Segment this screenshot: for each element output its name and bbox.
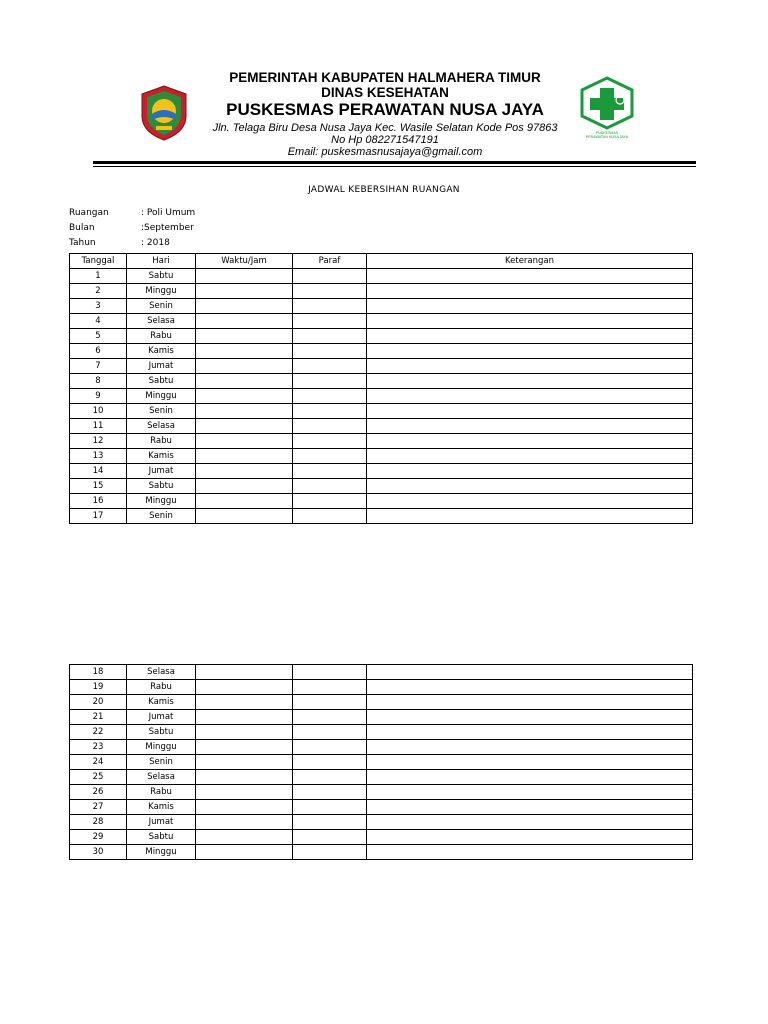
cell-keterangan[interactable] (367, 494, 693, 509)
cell-keterangan[interactable] (367, 830, 693, 845)
cell-hari: Jumat (127, 815, 196, 830)
cell-hari: Senin (127, 299, 196, 314)
cell-hari: Kamis (127, 449, 196, 464)
cell-hari: Rabu (127, 680, 196, 695)
cell-waktu[interactable] (196, 359, 293, 374)
cell-hari: Sabtu (127, 269, 196, 284)
table-row (70, 389, 693, 404)
cell-paraf[interactable] (293, 800, 367, 815)
logo-text-1: PUSKESMAS (595, 131, 619, 135)
cell-keterangan[interactable] (367, 785, 693, 800)
meta-tahun-value: : 2018 (141, 238, 170, 248)
cell-paraf[interactable] (293, 374, 367, 389)
cell-keterangan[interactable] (367, 740, 693, 755)
cell-paraf[interactable] (293, 359, 367, 374)
cell-hari: Sabtu (127, 374, 196, 389)
col-header-waktu: Waktu/Jam (196, 254, 293, 269)
table-row (70, 494, 693, 509)
table-row (70, 284, 693, 299)
table-row (70, 845, 693, 860)
cell-hari: Senin (127, 755, 196, 770)
cell-paraf[interactable] (293, 344, 367, 359)
table-row (70, 509, 693, 524)
cell-tanggal: 13 (70, 449, 127, 464)
cell-keterangan[interactable] (367, 374, 693, 389)
cell-keterangan[interactable] (367, 770, 693, 785)
cell-keterangan[interactable] (367, 299, 693, 314)
cell-tanggal: 26 (70, 785, 127, 800)
cell-hari: Selasa (127, 314, 196, 329)
table-row (70, 740, 693, 755)
cell-paraf[interactable] (293, 695, 367, 710)
cell-paraf[interactable] (293, 479, 367, 494)
meta-tahun-label: Tahun (69, 238, 96, 248)
cell-tanggal: 14 (70, 464, 127, 479)
cell-hari: Sabtu (127, 725, 196, 740)
cell-tanggal: 1 (70, 269, 127, 284)
cell-paraf[interactable] (293, 710, 367, 725)
cell-keterangan[interactable] (367, 755, 693, 770)
cell-hari: Rabu (127, 434, 196, 449)
cell-paraf[interactable] (293, 830, 367, 845)
table-row (70, 344, 693, 359)
header-email: Email: puskesmasnusajaya@gmail.com (287, 146, 483, 158)
cell-paraf[interactable] (293, 755, 367, 770)
table-row (70, 800, 693, 815)
cell-paraf[interactable] (293, 845, 367, 860)
cell-waktu[interactable] (196, 434, 293, 449)
table-row (70, 770, 693, 785)
meta-tahun (69, 238, 170, 248)
table-row (70, 464, 693, 479)
cell-paraf[interactable] (293, 509, 367, 524)
cell-paraf[interactable] (293, 815, 367, 830)
puskesmas-logo-icon (578, 76, 636, 140)
cell-tanggal: 6 (70, 344, 127, 359)
cell-hari: Sabtu (127, 479, 196, 494)
meta-ruangan (69, 208, 195, 218)
table-row (70, 830, 693, 845)
cell-hari: Kamis (127, 800, 196, 815)
cell-tanggal: 27 (70, 800, 127, 815)
cell-paraf[interactable] (293, 464, 367, 479)
cell-waktu[interactable] (196, 785, 293, 800)
cell-waktu[interactable] (196, 755, 293, 770)
table-row (70, 299, 693, 314)
meta-bulan-value: :September (141, 223, 194, 233)
kabupaten-emblem-icon (138, 84, 190, 142)
cell-paraf[interactable] (293, 665, 367, 680)
table-row (70, 665, 693, 680)
cell-tanggal: 23 (70, 740, 127, 755)
cell-hari: Minggu (127, 845, 196, 860)
table-row (70, 359, 693, 374)
table-row (70, 434, 693, 449)
cell-tanggal: 25 (70, 770, 127, 785)
cell-waktu[interactable] (196, 314, 293, 329)
cell-keterangan[interactable] (367, 680, 693, 695)
cell-tanggal: 30 (70, 845, 127, 860)
cell-tanggal: 24 (70, 755, 127, 770)
header-puskesmas-name: PUSKESMAS PERAWATAN NUSA JAYA (226, 100, 544, 119)
cell-keterangan[interactable] (367, 284, 693, 299)
cell-hari: Senin (127, 404, 196, 419)
schedule-table-page1 (69, 253, 693, 524)
cell-paraf[interactable] (293, 329, 367, 344)
cell-waktu[interactable] (196, 374, 293, 389)
cell-waktu[interactable] (196, 770, 293, 785)
col-header-tanggal: Tanggal (70, 254, 127, 269)
cell-waktu[interactable] (196, 800, 293, 815)
cell-tanggal: 22 (70, 725, 127, 740)
cell-keterangan[interactable] (367, 404, 693, 419)
cell-hari: Minggu (127, 284, 196, 299)
cell-keterangan[interactable] (367, 449, 693, 464)
cell-paraf[interactable] (293, 449, 367, 464)
cell-waktu[interactable] (196, 344, 293, 359)
cell-waktu[interactable] (196, 740, 293, 755)
cell-waktu[interactable] (196, 284, 293, 299)
cell-waktu[interactable] (196, 710, 293, 725)
cell-hari: Kamis (127, 695, 196, 710)
col-header-paraf: Paraf (293, 254, 367, 269)
cell-tanggal: 5 (70, 329, 127, 344)
cell-hari: Minggu (127, 389, 196, 404)
cell-tanggal: 20 (70, 695, 127, 710)
cell-waktu[interactable] (196, 389, 293, 404)
cell-keterangan[interactable] (367, 509, 693, 524)
cell-hari: Selasa (127, 770, 196, 785)
cell-hari: Selasa (127, 419, 196, 434)
header-government: PEMERINTAH KABUPATEN HALMAHERA TIMUR (229, 70, 541, 85)
meta-ruangan-label: Ruangan (69, 208, 109, 218)
cell-paraf[interactable] (293, 770, 367, 785)
cell-keterangan[interactable] (367, 464, 693, 479)
document-title: JADWAL KEBERSIHAN RUANGAN (308, 185, 460, 195)
cell-waktu[interactable] (196, 695, 293, 710)
cell-paraf[interactable] (293, 269, 367, 284)
cell-hari: Rabu (127, 785, 196, 800)
cell-waktu[interactable] (196, 815, 293, 830)
cell-tanggal: 19 (70, 680, 127, 695)
cell-paraf[interactable] (293, 725, 367, 740)
cell-tanggal: 29 (70, 830, 127, 845)
table-row (70, 755, 693, 770)
header-address: Jln. Telaga Biru Desa Nusa Jaya Kec. Wasile Selatan Kode Pos 97863 (212, 122, 558, 134)
cell-keterangan[interactable] (367, 419, 693, 434)
cell-hari: Minggu (127, 740, 196, 755)
col-header-hari: Hari (127, 254, 196, 269)
table-row (70, 449, 693, 464)
table-row (70, 329, 693, 344)
cell-hari: Jumat (127, 359, 196, 374)
schedule-table-page2 (69, 664, 693, 860)
cell-waktu[interactable] (196, 680, 293, 695)
cell-paraf[interactable] (293, 494, 367, 509)
cell-tanggal: 2 (70, 284, 127, 299)
cell-paraf[interactable] (293, 284, 367, 299)
table-row (70, 695, 693, 710)
cell-keterangan[interactable] (367, 695, 693, 710)
cell-waktu[interactable] (196, 269, 293, 284)
cell-keterangan[interactable] (367, 800, 693, 815)
cell-keterangan[interactable] (367, 359, 693, 374)
cell-keterangan[interactable] (367, 314, 693, 329)
logo-text-2: PERAWATAN NUSA JAYA (585, 135, 629, 139)
cell-waktu[interactable] (196, 329, 293, 344)
cell-keterangan[interactable] (367, 389, 693, 404)
cell-tanggal: 21 (70, 710, 127, 725)
header-phone: No Hp 082271547191 (331, 134, 439, 146)
cell-keterangan[interactable] (367, 665, 693, 680)
cell-waktu[interactable] (196, 479, 293, 494)
cell-tanggal: 17 (70, 509, 127, 524)
cell-keterangan[interactable] (367, 434, 693, 449)
cell-tanggal: 18 (70, 665, 127, 680)
cell-hari: Sabtu (127, 830, 196, 845)
cell-hari: Jumat (127, 710, 196, 725)
cell-keterangan[interactable] (367, 710, 693, 725)
cell-keterangan[interactable] (367, 344, 693, 359)
cell-waktu[interactable] (196, 494, 293, 509)
cell-keterangan[interactable] (367, 815, 693, 830)
table-row (70, 269, 693, 284)
cell-hari: Minggu (127, 494, 196, 509)
cell-waktu[interactable] (196, 449, 293, 464)
cell-tanggal: 11 (70, 419, 127, 434)
cell-waktu[interactable] (196, 830, 293, 845)
cell-waktu[interactable] (196, 299, 293, 314)
header-divider-thick (93, 161, 696, 164)
cell-keterangan[interactable] (367, 329, 693, 344)
header-divider-thin (93, 166, 696, 167)
cell-waktu[interactable] (196, 404, 293, 419)
table-row (70, 479, 693, 494)
table-row (70, 374, 693, 389)
table-row (70, 404, 693, 419)
cell-waktu[interactable] (196, 725, 293, 740)
header-department: DINAS KESEHATAN (321, 85, 449, 100)
cell-tanggal: 4 (70, 314, 127, 329)
table-row (70, 815, 693, 830)
cell-keterangan[interactable] (367, 479, 693, 494)
table-row (70, 680, 693, 695)
table-row (70, 785, 693, 800)
cell-keterangan[interactable] (367, 845, 693, 860)
cell-paraf[interactable] (293, 389, 367, 404)
cell-tanggal: 28 (70, 815, 127, 830)
cell-tanggal: 10 (70, 404, 127, 419)
table-row (70, 725, 693, 740)
cell-waktu[interactable] (196, 509, 293, 524)
cell-paraf[interactable] (293, 785, 367, 800)
cell-tanggal: 3 (70, 299, 127, 314)
cell-tanggal: 9 (70, 389, 127, 404)
cell-waktu[interactable] (196, 665, 293, 680)
cell-paraf[interactable] (293, 419, 367, 434)
cell-paraf[interactable] (293, 434, 367, 449)
cell-paraf[interactable] (293, 404, 367, 419)
meta-bulan (69, 223, 194, 233)
table-row (70, 314, 693, 329)
cell-paraf[interactable] (293, 299, 367, 314)
cell-paraf[interactable] (293, 314, 367, 329)
cell-paraf[interactable] (293, 740, 367, 755)
col-header-keterangan: Keterangan (367, 254, 693, 269)
cell-tanggal: 7 (70, 359, 127, 374)
table-row (70, 419, 693, 434)
cell-waktu[interactable] (196, 845, 293, 860)
cell-hari: Kamis (127, 344, 196, 359)
cell-keterangan[interactable] (367, 269, 693, 284)
cell-hari: Selasa (127, 665, 196, 680)
cell-hari: Jumat (127, 464, 196, 479)
cell-tanggal: 12 (70, 434, 127, 449)
cell-keterangan[interactable] (367, 725, 693, 740)
cell-paraf[interactable] (293, 680, 367, 695)
meta-bulan-label: Bulan (69, 223, 95, 233)
cell-tanggal: 15 (70, 479, 127, 494)
cell-tanggal: 16 (70, 494, 127, 509)
cell-waktu[interactable] (196, 419, 293, 434)
cell-waktu[interactable] (196, 464, 293, 479)
cell-hari: Rabu (127, 329, 196, 344)
table-row (70, 710, 693, 725)
meta-ruangan-value: : Poli Umum (141, 208, 196, 218)
table-header-row (70, 254, 693, 269)
cell-tanggal: 8 (70, 374, 127, 389)
cell-hari: Senin (127, 509, 196, 524)
